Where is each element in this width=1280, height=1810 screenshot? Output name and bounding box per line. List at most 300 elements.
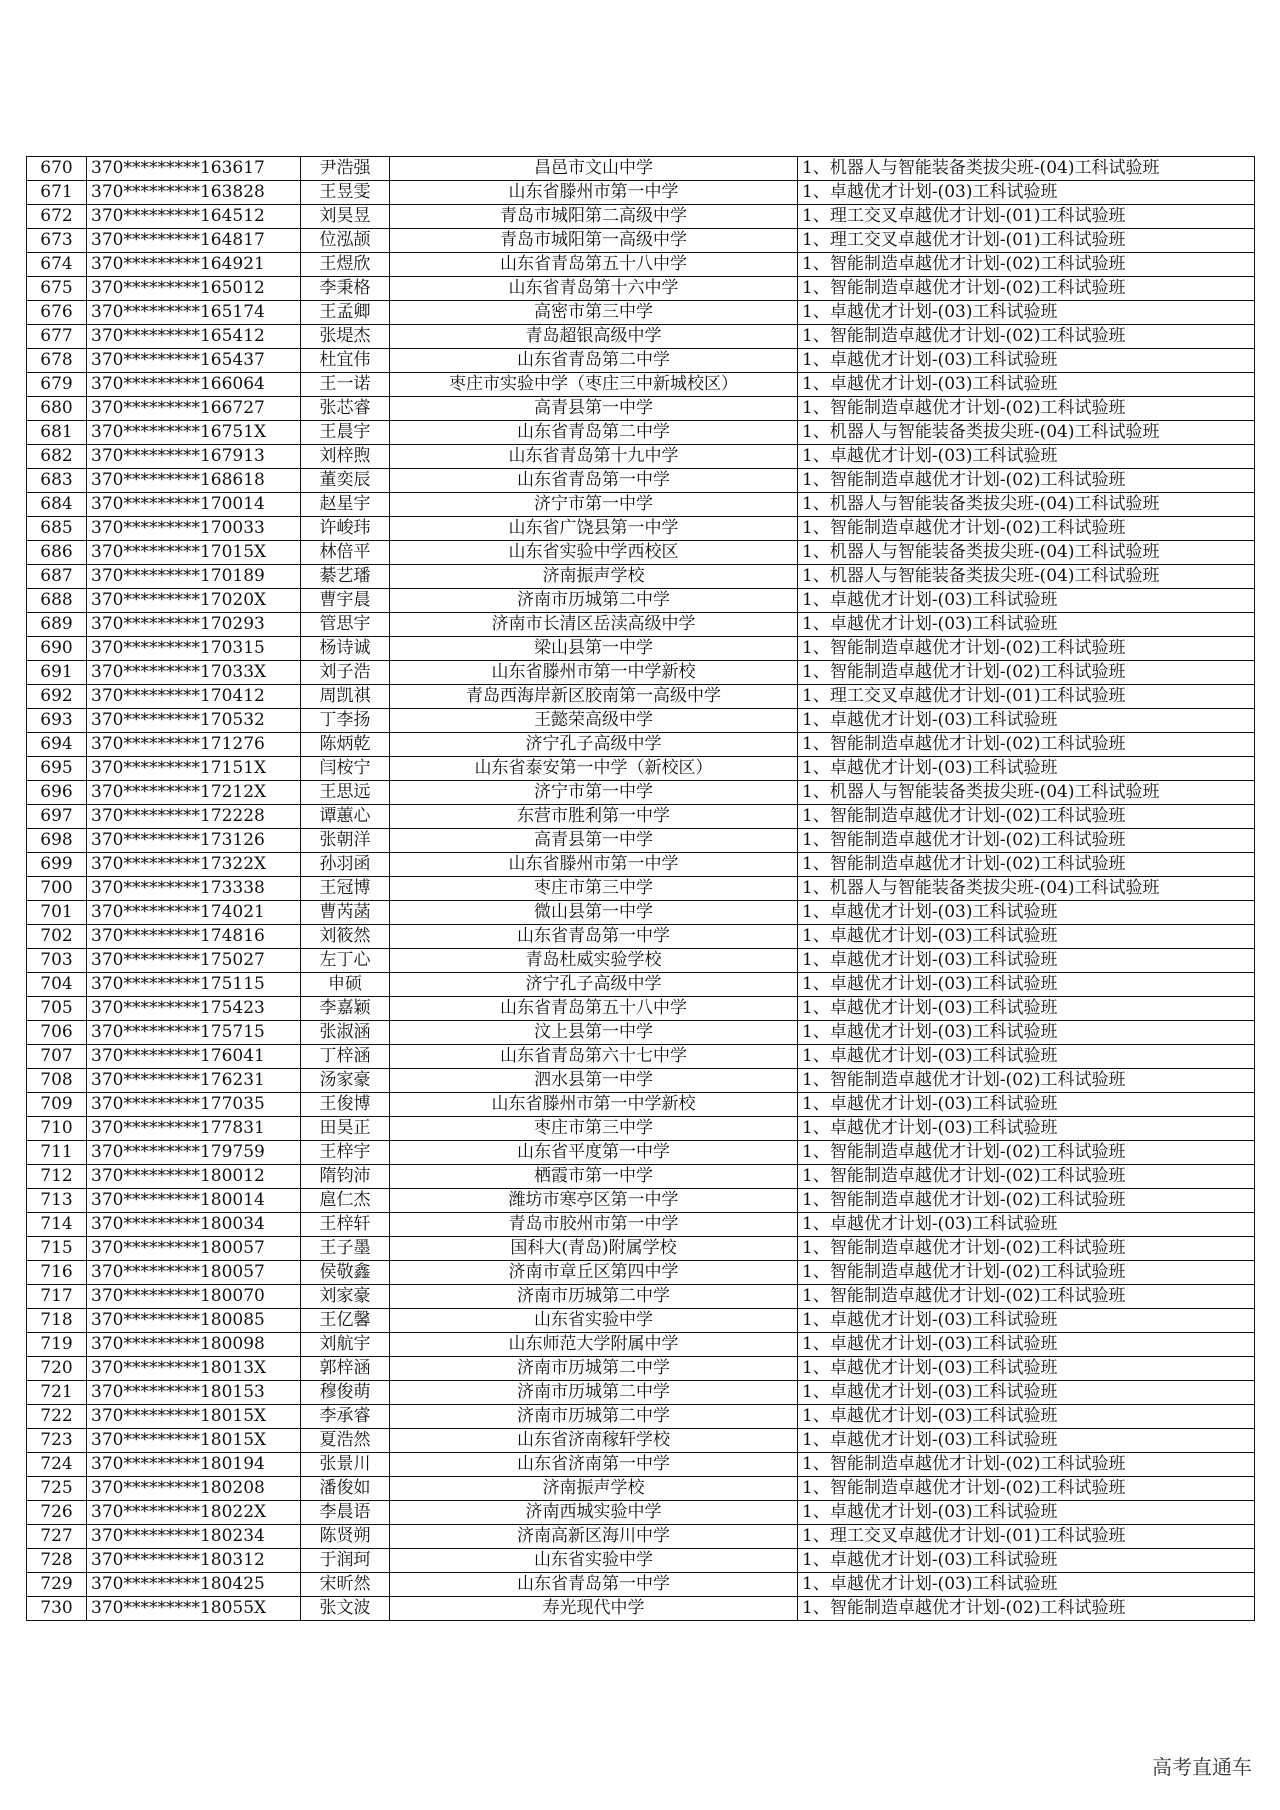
admitted-program: 1、卓越优才计划-(03)工科试验班 [798, 1381, 1255, 1405]
row-number: 693 [27, 709, 87, 733]
candidate-id: 370*********175115 [87, 973, 301, 997]
row-number: 720 [27, 1357, 87, 1381]
candidate-id: 370*********16751X [87, 421, 301, 445]
school-name: 山东省青岛第五十八中学 [390, 997, 798, 1021]
school-name: 山东省平度第一中学 [390, 1141, 798, 1165]
school-name: 山东省青岛第六十七中学 [390, 1045, 798, 1069]
school-name: 山东省滕州市第一中学 [390, 181, 798, 205]
candidate-id: 370*********18015X [87, 1405, 301, 1429]
candidate-name: 王俊博 [301, 1093, 390, 1117]
admitted-program: 1、智能制造卓越优才计划-(02)工科试验班 [798, 853, 1255, 877]
school-name: 山东省济南稼轩学校 [390, 1429, 798, 1453]
admitted-program: 1、卓越优才计划-(03)工科试验班 [798, 1117, 1255, 1141]
school-name: 高密市第三中学 [390, 301, 798, 325]
school-name: 山东省青岛第一中学 [390, 925, 798, 949]
candidate-id: 370*********18013X [87, 1357, 301, 1381]
row-number: 679 [27, 373, 87, 397]
school-name: 东营市胜利第一中学 [390, 805, 798, 829]
candidate-id: 370*********18022X [87, 1501, 301, 1525]
table-row [27, 901, 1255, 925]
row-number: 686 [27, 541, 87, 565]
admitted-program: 1、智能制造卓越优才计划-(02)工科试验班 [798, 253, 1255, 277]
admitted-program: 1、卓越优才计划-(03)工科试验班 [798, 445, 1255, 469]
table-row [27, 709, 1255, 733]
table-row [27, 1597, 1255, 1621]
candidate-name: 扈仁杰 [301, 1189, 390, 1213]
row-number: 707 [27, 1045, 87, 1069]
school-name: 泗水县第一中学 [390, 1069, 798, 1093]
admitted-program: 1、卓越优才计划-(03)工科试验班 [798, 1093, 1255, 1117]
table-row [27, 781, 1255, 805]
row-number: 673 [27, 229, 87, 253]
admitted-program: 1、理工交叉卓越优才计划-(01)工科试验班 [798, 685, 1255, 709]
table-row [27, 541, 1255, 565]
table-row [27, 1309, 1255, 1333]
row-number: 730 [27, 1597, 87, 1621]
table-row [27, 685, 1255, 709]
candidate-name: 田昊正 [301, 1117, 390, 1141]
school-name: 青岛西海岸新区胶南第一高级中学 [390, 685, 798, 709]
candidate-id: 370*********180194 [87, 1453, 301, 1477]
table-row [27, 1477, 1255, 1501]
row-number: 691 [27, 661, 87, 685]
table-row [27, 1021, 1255, 1045]
admitted-program: 1、卓越优才计划-(03)工科试验班 [798, 973, 1255, 997]
candidate-id: 370*********180425 [87, 1573, 301, 1597]
table-row [27, 349, 1255, 373]
candidate-name: 赵星宇 [301, 493, 390, 517]
table-row [27, 997, 1255, 1021]
candidate-name: 杨诗诚 [301, 637, 390, 661]
candidate-name: 尹浩强 [301, 157, 390, 181]
table-row [27, 181, 1255, 205]
candidate-id: 370*********165012 [87, 277, 301, 301]
candidate-id: 370*********174021 [87, 901, 301, 925]
row-number: 729 [27, 1573, 87, 1597]
candidate-name: 刘昊昱 [301, 205, 390, 229]
row-number: 685 [27, 517, 87, 541]
school-name: 高青县第一中学 [390, 397, 798, 421]
admitted-program: 1、智能制造卓越优才计划-(02)工科试验班 [798, 733, 1255, 757]
table-row [27, 301, 1255, 325]
table-row [27, 325, 1255, 349]
candidate-id: 370*********164817 [87, 229, 301, 253]
school-name: 国科大(青岛)附属学校 [390, 1237, 798, 1261]
candidate-id: 370*********180208 [87, 1477, 301, 1501]
candidate-id: 370*********180085 [87, 1309, 301, 1333]
school-name: 枣庄市第三中学 [390, 1117, 798, 1141]
row-number: 717 [27, 1285, 87, 1309]
candidate-name: 王孟卿 [301, 301, 390, 325]
table-row [27, 205, 1255, 229]
candidate-id: 370*********18015X [87, 1429, 301, 1453]
admitted-program: 1、智能制造卓越优才计划-(02)工科试验班 [798, 325, 1255, 349]
table-row [27, 1501, 1255, 1525]
candidate-id: 370*********17020X [87, 589, 301, 613]
school-name: 山东省实验中学 [390, 1549, 798, 1573]
school-name: 济南振声学校 [390, 1477, 798, 1501]
row-number: 681 [27, 421, 87, 445]
row-number: 687 [27, 565, 87, 589]
candidate-id: 370*********170189 [87, 565, 301, 589]
row-number: 680 [27, 397, 87, 421]
candidate-id: 370*********165174 [87, 301, 301, 325]
candidate-name: 张淑涵 [301, 1021, 390, 1045]
candidate-id: 370*********18055X [87, 1597, 301, 1621]
admitted-program: 1、卓越优才计划-(03)工科试验班 [798, 1213, 1255, 1237]
candidate-id: 370*********174816 [87, 925, 301, 949]
table-row [27, 1069, 1255, 1093]
candidate-id: 370*********175423 [87, 997, 301, 1021]
table-row [27, 1525, 1255, 1549]
table-row [27, 565, 1255, 589]
candidate-name: 张景川 [301, 1453, 390, 1477]
candidate-name: 隋钧沛 [301, 1165, 390, 1189]
table-row [27, 1405, 1255, 1429]
candidate-name: 侯敬鑫 [301, 1261, 390, 1285]
row-number: 711 [27, 1141, 87, 1165]
row-number: 684 [27, 493, 87, 517]
school-name: 山东省青岛第一中学 [390, 1573, 798, 1597]
admission-roster-table [26, 156, 1255, 1621]
candidate-id: 370*********17033X [87, 661, 301, 685]
candidate-id: 370*********166727 [87, 397, 301, 421]
candidate-name: 夏浩然 [301, 1429, 390, 1453]
school-name: 王懿荣高级中学 [390, 709, 798, 733]
admitted-program: 1、机器人与智能装备类拔尖班-(04)工科试验班 [798, 541, 1255, 565]
admitted-program: 1、机器人与智能装备类拔尖班-(04)工科试验班 [798, 565, 1255, 589]
admitted-program: 1、卓越优才计划-(03)工科试验班 [798, 349, 1255, 373]
admitted-program: 1、卓越优才计划-(03)工科试验班 [798, 901, 1255, 925]
candidate-id: 370*********166064 [87, 373, 301, 397]
row-number: 703 [27, 949, 87, 973]
table-row [27, 805, 1255, 829]
candidate-name: 王梓宇 [301, 1141, 390, 1165]
school-name: 栖霞市第一中学 [390, 1165, 798, 1189]
school-name: 汶上县第一中学 [390, 1021, 798, 1045]
candidate-name: 刘家豪 [301, 1285, 390, 1309]
row-number: 710 [27, 1117, 87, 1141]
admitted-program: 1、卓越优才计划-(03)工科试验班 [798, 301, 1255, 325]
row-number: 688 [27, 589, 87, 613]
school-name: 山东省青岛第二中学 [390, 421, 798, 445]
school-name: 济南振声学校 [390, 565, 798, 589]
admitted-program: 1、理工交叉卓越优才计划-(01)工科试验班 [798, 229, 1255, 253]
table-row [27, 373, 1255, 397]
candidate-id: 370*********170033 [87, 517, 301, 541]
admitted-program: 1、卓越优才计划-(03)工科试验班 [798, 1045, 1255, 1069]
candidate-id: 370*********180070 [87, 1285, 301, 1309]
row-number: 721 [27, 1381, 87, 1405]
row-number: 690 [27, 637, 87, 661]
candidate-id: 370*********172228 [87, 805, 301, 829]
row-number: 708 [27, 1069, 87, 1093]
admitted-program: 1、卓越优才计划-(03)工科试验班 [798, 589, 1255, 613]
candidate-id: 370*********175715 [87, 1021, 301, 1045]
admitted-program: 1、理工交叉卓越优才计划-(01)工科试验班 [798, 205, 1255, 229]
school-name: 济南市长清区岳渎高级中学 [390, 613, 798, 637]
row-number: 692 [27, 685, 87, 709]
admitted-program: 1、卓越优才计划-(03)工科试验班 [798, 1549, 1255, 1573]
row-number: 706 [27, 1021, 87, 1045]
candidate-id: 370*********180034 [87, 1213, 301, 1237]
table-row [27, 1213, 1255, 1237]
candidate-name: 綦艺璠 [301, 565, 390, 589]
candidate-name: 张朝洋 [301, 829, 390, 853]
candidate-id: 370*********168618 [87, 469, 301, 493]
candidate-name: 董奕辰 [301, 469, 390, 493]
table-row [27, 589, 1255, 613]
admitted-program: 1、智能制造卓越优才计划-(02)工科试验班 [798, 397, 1255, 421]
row-number: 672 [27, 205, 87, 229]
table-row [27, 493, 1255, 517]
candidate-id: 370*********170293 [87, 613, 301, 637]
school-name: 济南市历城第二中学 [390, 1381, 798, 1405]
row-number: 683 [27, 469, 87, 493]
admitted-program: 1、智能制造卓越优才计划-(02)工科试验班 [798, 1165, 1255, 1189]
admitted-program: 1、机器人与智能装备类拔尖班-(04)工科试验班 [798, 157, 1255, 181]
row-number: 725 [27, 1477, 87, 1501]
school-name: 山东省滕州市第一中学新校 [390, 1093, 798, 1117]
table-row [27, 253, 1255, 277]
candidate-name: 张堤杰 [301, 325, 390, 349]
school-name: 高青县第一中学 [390, 829, 798, 853]
table-row [27, 1189, 1255, 1213]
row-number: 723 [27, 1429, 87, 1453]
candidate-id: 370*********167913 [87, 445, 301, 469]
school-name: 山东省青岛第五十八中学 [390, 253, 798, 277]
table-row [27, 1453, 1255, 1477]
table-row [27, 1141, 1255, 1165]
school-name: 潍坊市寒亭区第一中学 [390, 1189, 798, 1213]
school-name: 济南高新区海川中学 [390, 1525, 798, 1549]
candidate-name: 王思远 [301, 781, 390, 805]
admitted-program: 1、智能制造卓越优才计划-(02)工科试验班 [798, 1597, 1255, 1621]
candidate-name: 陈炳乾 [301, 733, 390, 757]
candidate-id: 370*********164512 [87, 205, 301, 229]
admitted-program: 1、卓越优才计划-(03)工科试验班 [798, 997, 1255, 1021]
row-number: 699 [27, 853, 87, 877]
school-name: 青岛市城阳第二高级中学 [390, 205, 798, 229]
school-name: 山东省青岛第十九中学 [390, 445, 798, 469]
candidate-name: 刘梓煦 [301, 445, 390, 469]
row-number: 728 [27, 1549, 87, 1573]
row-number: 704 [27, 973, 87, 997]
candidate-id: 370*********180014 [87, 1189, 301, 1213]
admitted-program: 1、卓越优才计划-(03)工科试验班 [798, 373, 1255, 397]
school-name: 微山县第一中学 [390, 901, 798, 925]
candidate-name: 郭梓涵 [301, 1357, 390, 1381]
table-row [27, 277, 1255, 301]
table-row [27, 1333, 1255, 1357]
school-name: 济南西城实验中学 [390, 1501, 798, 1525]
row-number: 701 [27, 901, 87, 925]
admitted-program: 1、智能制造卓越优才计划-(02)工科试验班 [798, 469, 1255, 493]
candidate-name: 王子墨 [301, 1237, 390, 1261]
school-name: 济南市历城第二中学 [390, 1357, 798, 1381]
candidate-id: 370*********176231 [87, 1069, 301, 1093]
table-row [27, 1357, 1255, 1381]
admitted-program: 1、卓越优才计划-(03)工科试验班 [798, 1309, 1255, 1333]
row-number: 719 [27, 1333, 87, 1357]
table-row [27, 157, 1255, 181]
candidate-name: 宋昕然 [301, 1573, 390, 1597]
row-number: 709 [27, 1093, 87, 1117]
admitted-program: 1、机器人与智能装备类拔尖班-(04)工科试验班 [798, 877, 1255, 901]
admitted-program: 1、卓越优才计划-(03)工科试验班 [798, 613, 1255, 637]
candidate-name: 谭蕙心 [301, 805, 390, 829]
row-number: 718 [27, 1309, 87, 1333]
candidate-name: 刘航宇 [301, 1333, 390, 1357]
candidate-id: 370*********180012 [87, 1165, 301, 1189]
candidate-name: 李秉格 [301, 277, 390, 301]
admitted-program: 1、智能制造卓越优才计划-(02)工科试验班 [798, 517, 1255, 541]
candidate-id: 370*********165412 [87, 325, 301, 349]
candidate-id: 370*********17151X [87, 757, 301, 781]
table-row [27, 1093, 1255, 1117]
row-number: 670 [27, 157, 87, 181]
candidate-id: 370*********17015X [87, 541, 301, 565]
candidate-id: 370*********170014 [87, 493, 301, 517]
candidate-name: 汤家豪 [301, 1069, 390, 1093]
candidate-id: 370*********170412 [87, 685, 301, 709]
candidate-name: 丁梓涵 [301, 1045, 390, 1069]
row-number: 700 [27, 877, 87, 901]
candidate-id: 370*********170532 [87, 709, 301, 733]
school-name: 山东省青岛第十六中学 [390, 277, 798, 301]
candidate-name: 丁李扬 [301, 709, 390, 733]
admitted-program: 1、卓越优才计划-(03)工科试验班 [798, 181, 1255, 205]
admitted-program: 1、机器人与智能装备类拔尖班-(04)工科试验班 [798, 493, 1255, 517]
candidate-name: 张芯睿 [301, 397, 390, 421]
candidate-name: 李嘉颖 [301, 997, 390, 1021]
table-row [27, 469, 1255, 493]
candidate-id: 370*********173338 [87, 877, 301, 901]
candidate-name: 周凯祺 [301, 685, 390, 709]
admitted-program: 1、智能制造卓越优才计划-(02)工科试验班 [798, 1285, 1255, 1309]
school-name: 济宁孔子高级中学 [390, 973, 798, 997]
candidate-id: 370*********163828 [87, 181, 301, 205]
candidate-id: 370*********17212X [87, 781, 301, 805]
school-name: 山东省青岛第一中学 [390, 469, 798, 493]
admitted-program: 1、智能制造卓越优才计划-(02)工科试验班 [798, 1477, 1255, 1501]
row-number: 698 [27, 829, 87, 853]
table-row [27, 397, 1255, 421]
table-row [27, 229, 1255, 253]
candidate-id: 370*********165437 [87, 349, 301, 373]
admitted-program: 1、智能制造卓越优才计划-(02)工科试验班 [798, 805, 1255, 829]
candidate-name: 管思宇 [301, 613, 390, 637]
admitted-program: 1、智能制造卓越优才计划-(02)工科试验班 [798, 1141, 1255, 1165]
table-row [27, 973, 1255, 997]
row-number: 697 [27, 805, 87, 829]
table-row [27, 517, 1255, 541]
row-number: 726 [27, 1501, 87, 1525]
table-row [27, 1237, 1255, 1261]
school-name: 青岛超银高级中学 [390, 325, 798, 349]
watermark-text: 高考直通车 [1152, 1755, 1252, 1779]
admitted-program: 1、卓越优才计划-(03)工科试验班 [798, 925, 1255, 949]
row-number: 702 [27, 925, 87, 949]
school-name: 济南市章丘区第四中学 [390, 1261, 798, 1285]
admitted-program: 1、卓越优才计划-(03)工科试验班 [798, 757, 1255, 781]
candidate-name: 许峻玮 [301, 517, 390, 541]
candidate-name: 王亿馨 [301, 1309, 390, 1333]
table-row [27, 445, 1255, 469]
admitted-program: 1、智能制造卓越优才计划-(02)工科试验班 [798, 1453, 1255, 1477]
school-name: 山东省滕州市第一中学 [390, 853, 798, 877]
candidate-id: 370*********177831 [87, 1117, 301, 1141]
candidate-id: 370*********179759 [87, 1141, 301, 1165]
school-name: 山东省广饶县第一中学 [390, 517, 798, 541]
table-row [27, 853, 1255, 877]
row-number: 696 [27, 781, 87, 805]
table-row [27, 757, 1255, 781]
table-row [27, 613, 1255, 637]
candidate-name: 王昱雯 [301, 181, 390, 205]
admitted-program: 1、卓越优才计划-(03)工科试验班 [798, 949, 1255, 973]
row-number: 705 [27, 997, 87, 1021]
table-row [27, 733, 1255, 757]
school-name: 济宁孔子高级中学 [390, 733, 798, 757]
table-row [27, 1117, 1255, 1141]
table-row [27, 637, 1255, 661]
admitted-program: 1、卓越优才计划-(03)工科试验班 [798, 1333, 1255, 1357]
candidate-name: 王梓轩 [301, 1213, 390, 1237]
school-name: 寿光现代中学 [390, 1597, 798, 1621]
candidate-name: 王煜欣 [301, 253, 390, 277]
table-row [27, 661, 1255, 685]
table-row [27, 949, 1255, 973]
row-number: 722 [27, 1405, 87, 1429]
candidate-id: 370*********163617 [87, 157, 301, 181]
table-row [27, 829, 1255, 853]
row-number: 682 [27, 445, 87, 469]
school-name: 济南市历城第二中学 [390, 1285, 798, 1309]
candidate-name: 张文波 [301, 1597, 390, 1621]
school-name: 山东省实验中学西校区 [390, 541, 798, 565]
admitted-program: 1、卓越优才计划-(03)工科试验班 [798, 1021, 1255, 1045]
table-row [27, 1573, 1255, 1597]
candidate-id: 370*********170315 [87, 637, 301, 661]
admitted-program: 1、智能制造卓越优才计划-(02)工科试验班 [798, 1069, 1255, 1093]
candidate-id: 370*********180057 [87, 1261, 301, 1285]
school-name: 枣庄市实验中学（枣庄三中新城校区） [390, 373, 798, 397]
admitted-program: 1、卓越优才计划-(03)工科试验班 [798, 1501, 1255, 1525]
admitted-program: 1、卓越优才计划-(03)工科试验班 [798, 1357, 1255, 1381]
candidate-name: 王冠博 [301, 877, 390, 901]
table-row [27, 1549, 1255, 1573]
row-number: 724 [27, 1453, 87, 1477]
admitted-program: 1、智能制造卓越优才计划-(02)工科试验班 [798, 661, 1255, 685]
candidate-name: 潘俊如 [301, 1477, 390, 1501]
candidate-id: 370*********180312 [87, 1549, 301, 1573]
candidate-id: 370*********180234 [87, 1525, 301, 1549]
row-number: 674 [27, 253, 87, 277]
table-row [27, 1429, 1255, 1453]
table-row [27, 421, 1255, 445]
candidate-name: 孙羽函 [301, 853, 390, 877]
candidate-id: 370*********164921 [87, 253, 301, 277]
candidate-name: 陈贤朔 [301, 1525, 390, 1549]
candidate-name: 闫桉宁 [301, 757, 390, 781]
row-number: 713 [27, 1189, 87, 1213]
school-name: 昌邑市文山中学 [390, 157, 798, 181]
candidate-name: 林倍平 [301, 541, 390, 565]
school-name: 济南市历城第二中学 [390, 1405, 798, 1429]
admitted-program: 1、智能制造卓越优才计划-(02)工科试验班 [798, 277, 1255, 301]
row-number: 671 [27, 181, 87, 205]
